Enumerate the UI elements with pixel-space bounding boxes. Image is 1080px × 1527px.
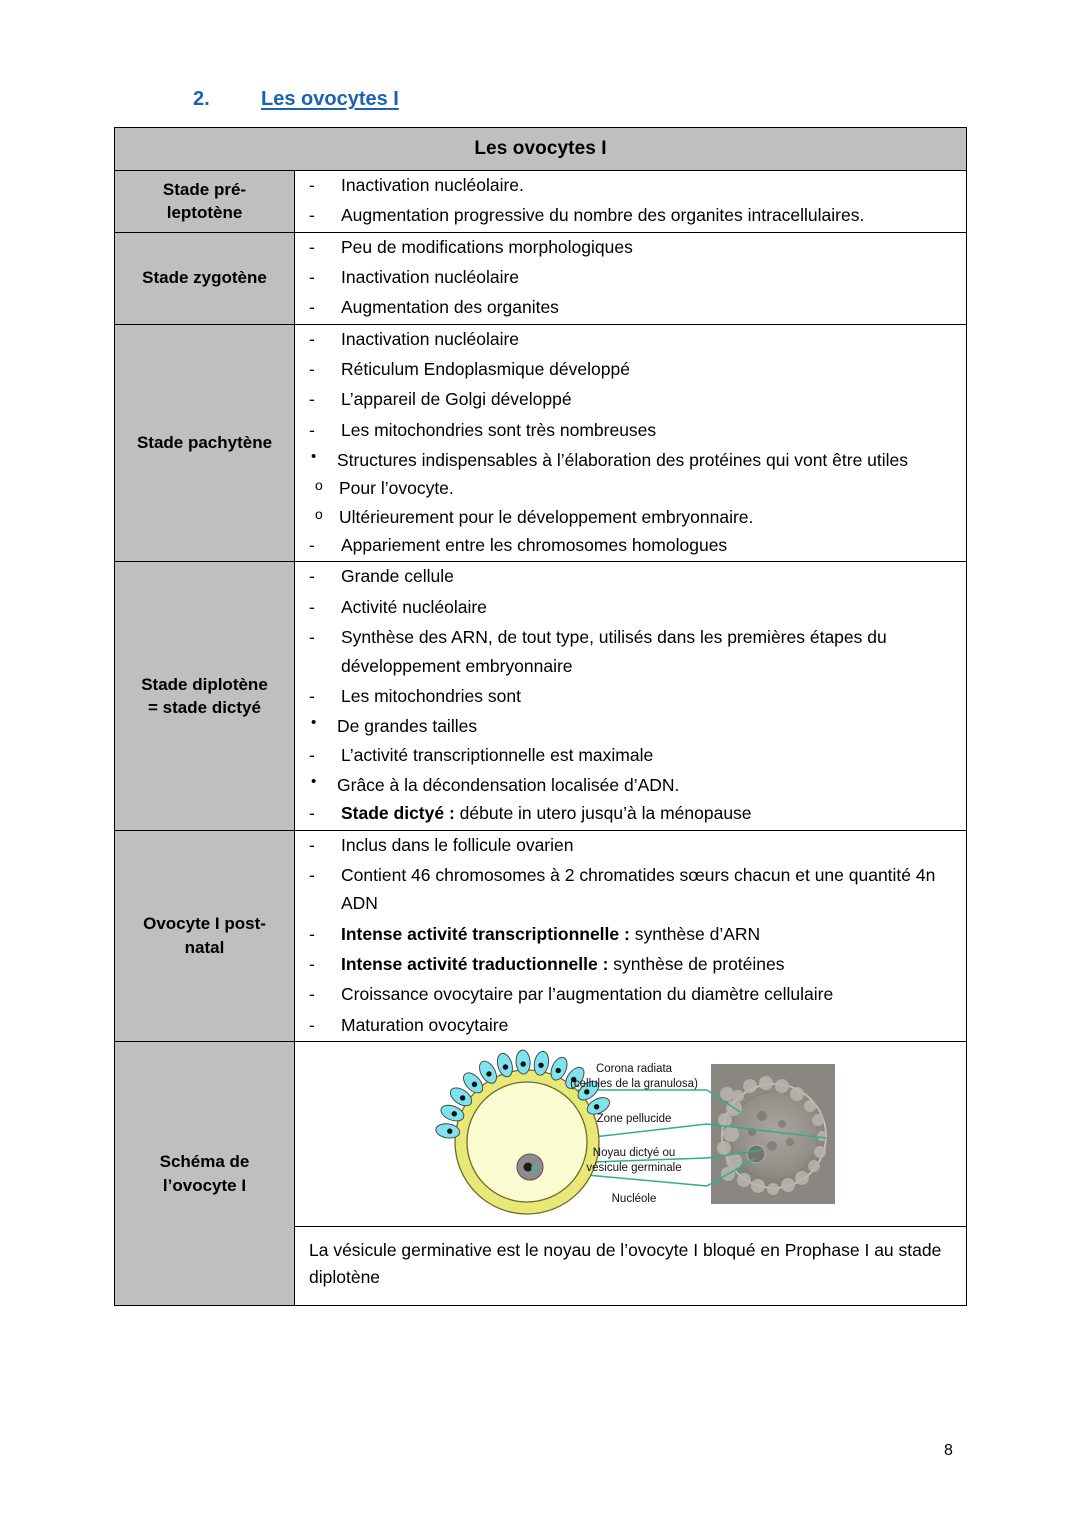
list-item-text: Augmentation progressive du nombre des organites intracellulaires. (341, 205, 865, 226)
bullet-marker-icon: - (309, 923, 315, 944)
page-title: Les ovocytes I (261, 88, 399, 110)
table-title-cell: Les ovocytes I (115, 128, 967, 171)
bullet-list-level-1 (295, 831, 966, 1039)
bullet-marker-icon: - (309, 984, 315, 1005)
list-item (295, 201, 966, 229)
row-label-schema: Schéma de l’ovocyte I (115, 1041, 295, 1305)
list-item (295, 355, 966, 383)
list-item (295, 474, 966, 502)
list-item-text: Augmentation des organites (341, 297, 559, 318)
bullet-marker-icon: - (309, 297, 315, 318)
table-row (115, 830, 967, 1041)
list-item-text: Grande cellule (341, 566, 454, 587)
list-item (295, 531, 966, 559)
list-item-text: Maturation ovocytaire (341, 1014, 509, 1035)
list-item (295, 593, 966, 621)
bullet-marker-icon: - (309, 359, 315, 380)
ovocytes-table (114, 127, 967, 1306)
list-item (295, 623, 966, 680)
bullet-marker-icon: - (309, 328, 315, 349)
list-item-text: Appariement entre les chromosomes homologues (341, 535, 728, 556)
list-item-text: Inactivation nucléolaire (341, 328, 520, 349)
bullet-marker-icon: - (309, 627, 315, 648)
row-content-4 (295, 830, 967, 1041)
row-content-3 (295, 562, 967, 830)
list-item-text: synthèse d’ARN (629, 923, 761, 944)
bullet-marker-icon: • (311, 772, 317, 790)
bullet-list-level-3 (295, 474, 966, 531)
table-row (115, 232, 967, 324)
list-item-text: Synthèse des ARN, de tout type, utilisés dans les premières étapes du développement embryonnaire (341, 627, 887, 676)
list-item-text: Inclus dans le follicule ovarien (341, 834, 574, 855)
list-item (295, 950, 966, 978)
bullet-list-level-1 (295, 531, 966, 559)
bullet-marker-icon: - (309, 1014, 315, 1035)
list-item (295, 831, 966, 859)
bullet-list-level-1 (295, 233, 966, 322)
list-item-text: Inactivation nucléolaire (341, 267, 520, 288)
bullet-marker-icon: • (311, 448, 317, 466)
table-row (115, 171, 967, 233)
list-item (295, 293, 966, 321)
list-item-text: L’activité transcriptionnelle est maximale (341, 744, 654, 765)
list-item-text: Contient 46 chromosomes à 2 chromatides sœurs chacun et une quantité 4n ADN (341, 864, 936, 914)
list-item (295, 263, 966, 291)
list-item (295, 920, 966, 948)
svg-text:Zone pellucide: Zone pellucide (596, 1112, 671, 1125)
svg-text:(cellules de la granulosa): (cellules de la granulosa) (569, 1077, 698, 1090)
svg-text:Nucléole: Nucléole (611, 1192, 656, 1205)
list-item (295, 562, 966, 590)
bullet-list-level-1 (295, 741, 966, 769)
list-item-text: Les mitochondries sont très nombreuses (341, 419, 657, 440)
bullet-list-level-2 (295, 771, 966, 799)
list-item-bold-text: Intense activité traductionnelle : (341, 953, 609, 974)
schema-content-cell (295, 1041, 967, 1305)
list-item-text: Les mitochondries sont (341, 685, 521, 706)
figure-caption: La vésicule germinative est le noyau de l’ovocyte I bloqué en Prophase I au stade diplotène (295, 1226, 966, 1305)
list-item (295, 741, 966, 769)
list-item-text: Grâce à la décondensation localisée d’ADN. (337, 774, 680, 795)
list-item-text: Croissance ovocytaire par l’augmentation du diamètre cellulaire (341, 984, 834, 1005)
list-item (295, 446, 966, 474)
bullet-list-level-2 (295, 712, 966, 740)
list-item-text: Ultérieurement pour le développement embryonnaire. (339, 506, 754, 527)
row-label-4: Ovocyte I post- natal (115, 830, 295, 1041)
row-content-0 (295, 171, 967, 233)
row-content-2 (295, 324, 967, 562)
list-item (295, 799, 966, 827)
section-heading (193, 88, 399, 111)
list-item-text: Structures indispensables à l’élaboration des protéines qui vont être utiles (337, 450, 909, 471)
list-item-text: Peu de modifications morphologiques (341, 236, 633, 257)
list-item (295, 416, 966, 444)
list-item-text: Réticulum Endoplasmique développé (341, 359, 630, 380)
table-header-row (115, 128, 967, 171)
list-item (295, 980, 966, 1008)
bullet-marker-icon: - (309, 953, 315, 974)
svg-text:Corona radiata: Corona radiata (595, 1062, 672, 1075)
bullet-list-level-1 (295, 562, 966, 710)
list-item (295, 712, 966, 740)
list-item (295, 233, 966, 261)
oocyte-schematic-figure (422, 1046, 840, 1222)
list-item (295, 385, 966, 413)
row-label-3: Stade diplotène = stade dictyé (115, 562, 295, 830)
list-item-text: Inactivation nucléolaire. (341, 175, 524, 195)
list-item (295, 171, 966, 199)
row-label-0: Stade pré- leptotène (115, 171, 295, 233)
bullet-marker-icon: - (309, 419, 315, 440)
row-content-1 (295, 232, 967, 324)
table-row (115, 324, 967, 562)
list-item-text: L’appareil de Golgi développé (341, 389, 572, 410)
bullet-marker-icon: - (309, 535, 315, 556)
list-item-text: De grandes tailles (337, 716, 478, 737)
list-item-bold-text: Stade dictyé : (341, 803, 455, 824)
list-item-bold-text: Intense activité transcriptionnelle : (341, 923, 630, 944)
list-item-text: Activité nucléolaire (341, 596, 487, 617)
list-item (295, 1011, 966, 1039)
bullet-marker-icon: - (309, 744, 315, 765)
row-label-2: Stade pachytène (115, 324, 295, 562)
bullet-marker-icon: - (309, 864, 315, 885)
bullet-marker-icon: - (309, 596, 315, 617)
oocyte-diagram (295, 1042, 966, 1226)
bullet-list-level-1 (295, 325, 966, 444)
bullet-marker-icon: - (309, 566, 315, 587)
bullet-list-level-1 (295, 799, 966, 827)
bullet-list-level-2 (295, 446, 966, 474)
bullet-marker-icon: o (315, 505, 323, 522)
list-item (295, 861, 966, 918)
section-number: 2. (193, 88, 210, 110)
svg-text:vésicule germinale: vésicule germinale (585, 1161, 682, 1174)
list-item-text: Pour l’ovocyte. (339, 478, 454, 499)
bullet-marker-icon: • (311, 714, 317, 732)
page-number: 8 (944, 1442, 953, 1459)
bullet-marker-icon: - (309, 685, 315, 706)
list-item (295, 682, 966, 710)
row-label-1: Stade zygotène (115, 232, 295, 324)
list-item (295, 771, 966, 799)
bullet-marker-icon: - (309, 803, 315, 824)
bullet-marker-icon: - (309, 175, 315, 195)
list-item-text: synthèse de protéines (608, 953, 785, 974)
list-item (295, 503, 966, 531)
bullet-list-level-1 (295, 171, 966, 230)
bullet-marker-icon: - (309, 205, 315, 226)
bullet-marker-icon: - (309, 267, 315, 288)
bullet-marker-icon: - (309, 389, 315, 410)
bullet-marker-icon: o (315, 477, 323, 494)
svg-text:Noyau dictyé ou: Noyau dictyé ou (592, 1146, 675, 1159)
list-item (295, 325, 966, 353)
bullet-marker-icon: - (309, 834, 315, 855)
table-row (115, 562, 967, 830)
list-item-text: débute in utero jusqu’à la ménopause (454, 803, 752, 824)
table-row-schema (115, 1041, 967, 1305)
bullet-marker-icon: - (309, 236, 315, 257)
